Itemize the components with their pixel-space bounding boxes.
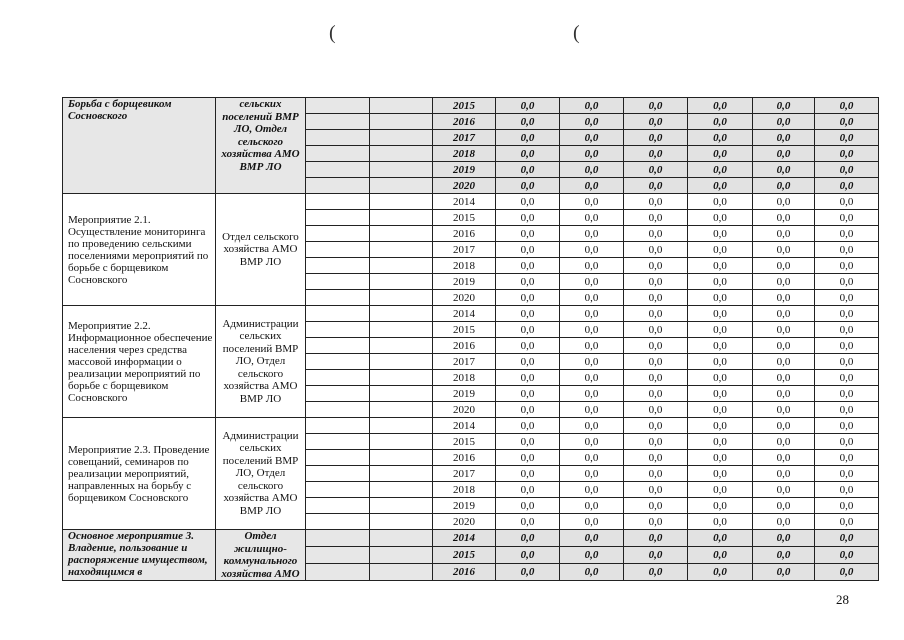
value-cell: 0,0 <box>496 386 560 402</box>
value-cell: 0,0 <box>753 322 815 338</box>
value-cell: 0,0 <box>560 98 624 114</box>
activity-executor: Отдел сельского хозяйства АМО ВМР ЛО <box>216 194 306 306</box>
value-cell: 0,0 <box>753 258 815 274</box>
table-row <box>63 98 879 114</box>
value-cell: 0,0 <box>496 450 560 466</box>
value-cell: 0,0 <box>753 242 815 258</box>
activity-name: Мероприятие 2.2. Информационное обеспечение населения через средства массовой информации о реализации мероприятий по борьбе с борщевиком Сосновского <box>63 306 216 418</box>
value-cell: 0,0 <box>496 338 560 354</box>
blank-cell <box>370 354 433 370</box>
year-cell: 2016 <box>433 226 496 242</box>
blank-cell <box>370 194 433 210</box>
value-cell: 0,0 <box>815 162 879 178</box>
value-cell: 0,0 <box>753 434 815 450</box>
value-cell: 0,0 <box>815 530 879 547</box>
year-cell: 2016 <box>433 564 496 581</box>
blank-cell <box>306 98 370 114</box>
value-cell: 0,0 <box>688 514 753 530</box>
blank-cell <box>306 114 370 130</box>
value-cell: 0,0 <box>560 242 624 258</box>
value-cell: 0,0 <box>815 482 879 498</box>
value-cell: 0,0 <box>753 370 815 386</box>
blank-cell <box>370 514 433 530</box>
activity-executor: Администрации сельских поселений ВМР ЛО, Отдел сельского хозяйства АМО ВМР ЛО <box>216 418 306 530</box>
value-cell: 0,0 <box>560 354 624 370</box>
value-cell: 0,0 <box>624 450 688 466</box>
value-cell: 0,0 <box>688 162 753 178</box>
value-cell: 0,0 <box>815 338 879 354</box>
value-cell: 0,0 <box>815 402 879 418</box>
blank-cell <box>306 514 370 530</box>
value-cell: 0,0 <box>688 370 753 386</box>
value-cell: 0,0 <box>688 498 753 514</box>
value-cell: 0,0 <box>496 370 560 386</box>
value-cell: 0,0 <box>753 402 815 418</box>
year-cell: 2014 <box>433 530 496 547</box>
table-row <box>63 418 879 434</box>
value-cell: 0,0 <box>496 178 560 194</box>
value-cell: 0,0 <box>815 564 879 581</box>
value-cell: 0,0 <box>496 98 560 114</box>
value-cell: 0,0 <box>624 386 688 402</box>
value-cell: 0,0 <box>560 564 624 581</box>
blank-cell <box>370 402 433 418</box>
value-cell: 0,0 <box>815 114 879 130</box>
value-cell: 0,0 <box>753 418 815 434</box>
blank-cell <box>306 498 370 514</box>
year-cell: 2014 <box>433 418 496 434</box>
year-cell: 2015 <box>433 322 496 338</box>
value-cell: 0,0 <box>753 514 815 530</box>
value-cell: 0,0 <box>560 194 624 210</box>
value-cell: 0,0 <box>753 226 815 242</box>
value-cell: 0,0 <box>496 290 560 306</box>
year-cell: 2016 <box>433 338 496 354</box>
value-cell: 0,0 <box>496 564 560 581</box>
value-cell: 0,0 <box>496 194 560 210</box>
blank-cell <box>306 258 370 274</box>
value-cell: 0,0 <box>496 402 560 418</box>
value-cell: 0,0 <box>688 338 753 354</box>
year-cell: 2014 <box>433 194 496 210</box>
blank-cell <box>306 338 370 354</box>
value-cell: 0,0 <box>624 434 688 450</box>
program-activities-table <box>62 97 879 581</box>
value-cell: 0,0 <box>688 482 753 498</box>
value-cell: 0,0 <box>815 434 879 450</box>
value-cell: 0,0 <box>753 564 815 581</box>
value-cell: 0,0 <box>688 402 753 418</box>
value-cell: 0,0 <box>496 258 560 274</box>
value-cell: 0,0 <box>624 466 688 482</box>
year-cell: 2019 <box>433 162 496 178</box>
value-cell: 0,0 <box>815 130 879 146</box>
value-cell: 0,0 <box>815 242 879 258</box>
value-cell: 0,0 <box>496 210 560 226</box>
blank-cell <box>306 274 370 290</box>
value-cell: 0,0 <box>496 242 560 258</box>
value-cell: 0,0 <box>753 162 815 178</box>
value-cell: 0,0 <box>496 514 560 530</box>
year-cell: 2020 <box>433 290 496 306</box>
year-cell: 2018 <box>433 482 496 498</box>
activity-name: Борьба с борщевиком Сосновского <box>63 98 216 194</box>
value-cell: 0,0 <box>624 547 688 564</box>
value-cell: 0,0 <box>560 514 624 530</box>
blank-cell <box>306 466 370 482</box>
value-cell: 0,0 <box>560 290 624 306</box>
blank-cell <box>370 306 433 322</box>
value-cell: 0,0 <box>560 258 624 274</box>
value-cell: 0,0 <box>560 386 624 402</box>
value-cell: 0,0 <box>688 466 753 482</box>
value-cell: 0,0 <box>560 114 624 130</box>
blank-cell <box>370 290 433 306</box>
value-cell: 0,0 <box>688 98 753 114</box>
value-cell: 0,0 <box>560 146 624 162</box>
blank-cell <box>370 258 433 274</box>
value-cell: 0,0 <box>688 434 753 450</box>
value-cell: 0,0 <box>753 498 815 514</box>
value-cell: 0,0 <box>815 178 879 194</box>
value-cell: 0,0 <box>815 274 879 290</box>
value-cell: 0,0 <box>688 242 753 258</box>
blank-cell <box>370 130 433 146</box>
value-cell: 0,0 <box>815 418 879 434</box>
value-cell: 0,0 <box>560 338 624 354</box>
blank-cell <box>370 498 433 514</box>
value-cell: 0,0 <box>624 530 688 547</box>
value-cell: 0,0 <box>560 434 624 450</box>
value-cell: 0,0 <box>496 466 560 482</box>
value-cell: 0,0 <box>815 370 879 386</box>
value-cell: 0,0 <box>624 338 688 354</box>
value-cell: 0,0 <box>560 210 624 226</box>
value-cell: 0,0 <box>560 226 624 242</box>
activity-executor: Отдел жилищно-коммунального хозяйства АМО <box>216 530 306 581</box>
year-cell: 2018 <box>433 370 496 386</box>
value-cell: 0,0 <box>688 418 753 434</box>
value-cell: 0,0 <box>560 402 624 418</box>
value-cell: 0,0 <box>815 450 879 466</box>
value-cell: 0,0 <box>688 547 753 564</box>
value-cell: 0,0 <box>560 450 624 466</box>
value-cell: 0,0 <box>560 274 624 290</box>
blank-cell <box>370 547 433 564</box>
value-cell: 0,0 <box>753 482 815 498</box>
blank-cell <box>370 162 433 178</box>
value-cell: 0,0 <box>688 146 753 162</box>
blank-cell <box>306 370 370 386</box>
value-cell: 0,0 <box>560 498 624 514</box>
table-row <box>63 306 879 322</box>
value-cell: 0,0 <box>688 178 753 194</box>
activity-name: Мероприятие 2.3. Проведение совещаний, семинаров по реализации мероприятий, направленных на борьбу с борщевиком Сосновского <box>63 418 216 530</box>
blank-cell <box>370 242 433 258</box>
value-cell: 0,0 <box>560 418 624 434</box>
blank-cell <box>306 290 370 306</box>
value-cell: 0,0 <box>560 162 624 178</box>
header-mark-left: ( <box>329 22 336 44</box>
blank-cell <box>370 466 433 482</box>
blank-cell <box>370 530 433 547</box>
value-cell: 0,0 <box>496 130 560 146</box>
value-cell: 0,0 <box>496 322 560 338</box>
year-cell: 2016 <box>433 450 496 466</box>
blank-cell <box>306 482 370 498</box>
value-cell: 0,0 <box>496 547 560 564</box>
value-cell: 0,0 <box>753 290 815 306</box>
value-cell: 0,0 <box>815 547 879 564</box>
value-cell: 0,0 <box>560 130 624 146</box>
header-mark-right: ( <box>573 22 580 44</box>
blank-cell <box>306 210 370 226</box>
value-cell: 0,0 <box>753 98 815 114</box>
value-cell: 0,0 <box>560 306 624 322</box>
blank-cell <box>306 322 370 338</box>
value-cell: 0,0 <box>815 322 879 338</box>
value-cell: 0,0 <box>688 354 753 370</box>
activity-executor: сельских поселений ВМР ЛО, Отдел сельского хозяйства АМО ВМР ЛО <box>216 98 306 194</box>
value-cell: 0,0 <box>753 530 815 547</box>
value-cell: 0,0 <box>560 547 624 564</box>
blank-cell <box>370 338 433 354</box>
table-row <box>63 530 879 547</box>
value-cell: 0,0 <box>815 98 879 114</box>
value-cell: 0,0 <box>624 210 688 226</box>
blank-cell <box>370 482 433 498</box>
blank-cell <box>306 450 370 466</box>
blank-cell <box>306 162 370 178</box>
year-cell: 2015 <box>433 547 496 564</box>
value-cell: 0,0 <box>624 130 688 146</box>
value-cell: 0,0 <box>753 338 815 354</box>
blank-cell <box>370 226 433 242</box>
value-cell: 0,0 <box>624 370 688 386</box>
value-cell: 0,0 <box>560 466 624 482</box>
blank-cell <box>370 370 433 386</box>
blank-cell <box>306 226 370 242</box>
year-cell: 2018 <box>433 258 496 274</box>
value-cell: 0,0 <box>688 114 753 130</box>
blank-cell <box>370 114 433 130</box>
blank-cell <box>306 530 370 547</box>
value-cell: 0,0 <box>560 370 624 386</box>
value-cell: 0,0 <box>815 210 879 226</box>
value-cell: 0,0 <box>496 498 560 514</box>
value-cell: 0,0 <box>624 322 688 338</box>
blank-cell <box>306 434 370 450</box>
blank-cell <box>370 146 433 162</box>
year-cell: 2020 <box>433 514 496 530</box>
blank-cell <box>370 322 433 338</box>
value-cell: 0,0 <box>688 530 753 547</box>
blank-cell <box>370 386 433 402</box>
blank-cell <box>306 242 370 258</box>
value-cell: 0,0 <box>624 564 688 581</box>
value-cell: 0,0 <box>753 130 815 146</box>
value-cell: 0,0 <box>688 210 753 226</box>
value-cell: 0,0 <box>688 386 753 402</box>
activity-executor: Администрации сельских поселений ВМР ЛО, Отдел сельского хозяйства АМО ВМР ЛО <box>216 306 306 418</box>
value-cell: 0,0 <box>753 114 815 130</box>
value-cell: 0,0 <box>496 226 560 242</box>
value-cell: 0,0 <box>624 306 688 322</box>
value-cell: 0,0 <box>688 450 753 466</box>
value-cell: 0,0 <box>624 274 688 290</box>
value-cell: 0,0 <box>624 514 688 530</box>
value-cell: 0,0 <box>624 146 688 162</box>
value-cell: 0,0 <box>624 194 688 210</box>
value-cell: 0,0 <box>815 146 879 162</box>
value-cell: 0,0 <box>815 306 879 322</box>
value-cell: 0,0 <box>688 322 753 338</box>
value-cell: 0,0 <box>815 354 879 370</box>
value-cell: 0,0 <box>815 194 879 210</box>
year-cell: 2016 <box>433 114 496 130</box>
year-cell: 2017 <box>433 242 496 258</box>
value-cell: 0,0 <box>624 98 688 114</box>
blank-cell <box>370 98 433 114</box>
value-cell: 0,0 <box>624 498 688 514</box>
value-cell: 0,0 <box>560 322 624 338</box>
year-cell: 2015 <box>433 434 496 450</box>
value-cell: 0,0 <box>753 146 815 162</box>
year-cell: 2017 <box>433 354 496 370</box>
value-cell: 0,0 <box>496 418 560 434</box>
blank-cell <box>306 564 370 581</box>
blank-cell <box>306 547 370 564</box>
value-cell: 0,0 <box>815 386 879 402</box>
year-cell: 2015 <box>433 98 496 114</box>
value-cell: 0,0 <box>753 274 815 290</box>
value-cell: 0,0 <box>815 466 879 482</box>
value-cell: 0,0 <box>624 418 688 434</box>
value-cell: 0,0 <box>624 242 688 258</box>
value-cell: 0,0 <box>815 498 879 514</box>
table-row <box>63 194 879 210</box>
year-cell: 2015 <box>433 210 496 226</box>
blank-cell <box>306 354 370 370</box>
value-cell: 0,0 <box>688 194 753 210</box>
value-cell: 0,0 <box>560 530 624 547</box>
value-cell: 0,0 <box>753 466 815 482</box>
value-cell: 0,0 <box>496 274 560 290</box>
blank-cell <box>306 146 370 162</box>
blank-cell <box>306 402 370 418</box>
value-cell: 0,0 <box>815 290 879 306</box>
year-cell: 2018 <box>433 146 496 162</box>
value-cell: 0,0 <box>688 226 753 242</box>
blank-cell <box>306 194 370 210</box>
value-cell: 0,0 <box>688 564 753 581</box>
value-cell: 0,0 <box>688 258 753 274</box>
value-cell: 0,0 <box>624 226 688 242</box>
value-cell: 0,0 <box>753 450 815 466</box>
blank-cell <box>306 306 370 322</box>
value-cell: 0,0 <box>496 146 560 162</box>
value-cell: 0,0 <box>624 482 688 498</box>
value-cell: 0,0 <box>624 162 688 178</box>
value-cell: 0,0 <box>753 178 815 194</box>
value-cell: 0,0 <box>753 386 815 402</box>
value-cell: 0,0 <box>624 258 688 274</box>
value-cell: 0,0 <box>624 114 688 130</box>
value-cell: 0,0 <box>753 210 815 226</box>
value-cell: 0,0 <box>496 306 560 322</box>
year-cell: 2019 <box>433 498 496 514</box>
page-number: 28 <box>836 592 849 607</box>
value-cell: 0,0 <box>496 482 560 498</box>
value-cell: 0,0 <box>496 530 560 547</box>
year-cell: 2014 <box>433 306 496 322</box>
value-cell: 0,0 <box>688 130 753 146</box>
blank-cell <box>370 274 433 290</box>
blank-cell <box>370 434 433 450</box>
year-cell: 2019 <box>433 386 496 402</box>
value-cell: 0,0 <box>688 290 753 306</box>
value-cell: 0,0 <box>560 178 624 194</box>
value-cell: 0,0 <box>496 354 560 370</box>
blank-cell <box>306 130 370 146</box>
blank-cell <box>370 450 433 466</box>
value-cell: 0,0 <box>624 290 688 306</box>
activity-name: Основное мероприятие 3. Владение, пользование и распоряжение имуществом, находящимся в <box>63 530 216 581</box>
value-cell: 0,0 <box>624 178 688 194</box>
value-cell: 0,0 <box>815 514 879 530</box>
value-cell: 0,0 <box>815 226 879 242</box>
blank-cell <box>306 418 370 434</box>
value-cell: 0,0 <box>753 194 815 210</box>
year-cell: 2019 <box>433 274 496 290</box>
blank-cell <box>370 564 433 581</box>
value-cell: 0,0 <box>496 114 560 130</box>
value-cell: 0,0 <box>560 482 624 498</box>
value-cell: 0,0 <box>753 547 815 564</box>
year-cell: 2017 <box>433 130 496 146</box>
blank-cell <box>370 418 433 434</box>
blank-cell <box>370 210 433 226</box>
year-cell: 2017 <box>433 466 496 482</box>
year-cell: 2020 <box>433 178 496 194</box>
activity-name: Мероприятие 2.1. Осуществление мониторинга по проведению сельскими поселениями мероприятий по борьбе с борщевиком Сосновского <box>63 194 216 306</box>
blank-cell <box>306 178 370 194</box>
value-cell: 0,0 <box>815 258 879 274</box>
value-cell: 0,0 <box>688 306 753 322</box>
value-cell: 0,0 <box>496 162 560 178</box>
value-cell: 0,0 <box>624 354 688 370</box>
year-cell: 2020 <box>433 402 496 418</box>
value-cell: 0,0 <box>624 402 688 418</box>
value-cell: 0,0 <box>753 354 815 370</box>
blank-cell <box>370 178 433 194</box>
value-cell: 0,0 <box>753 306 815 322</box>
value-cell: 0,0 <box>496 434 560 450</box>
value-cell: 0,0 <box>688 274 753 290</box>
blank-cell <box>306 386 370 402</box>
